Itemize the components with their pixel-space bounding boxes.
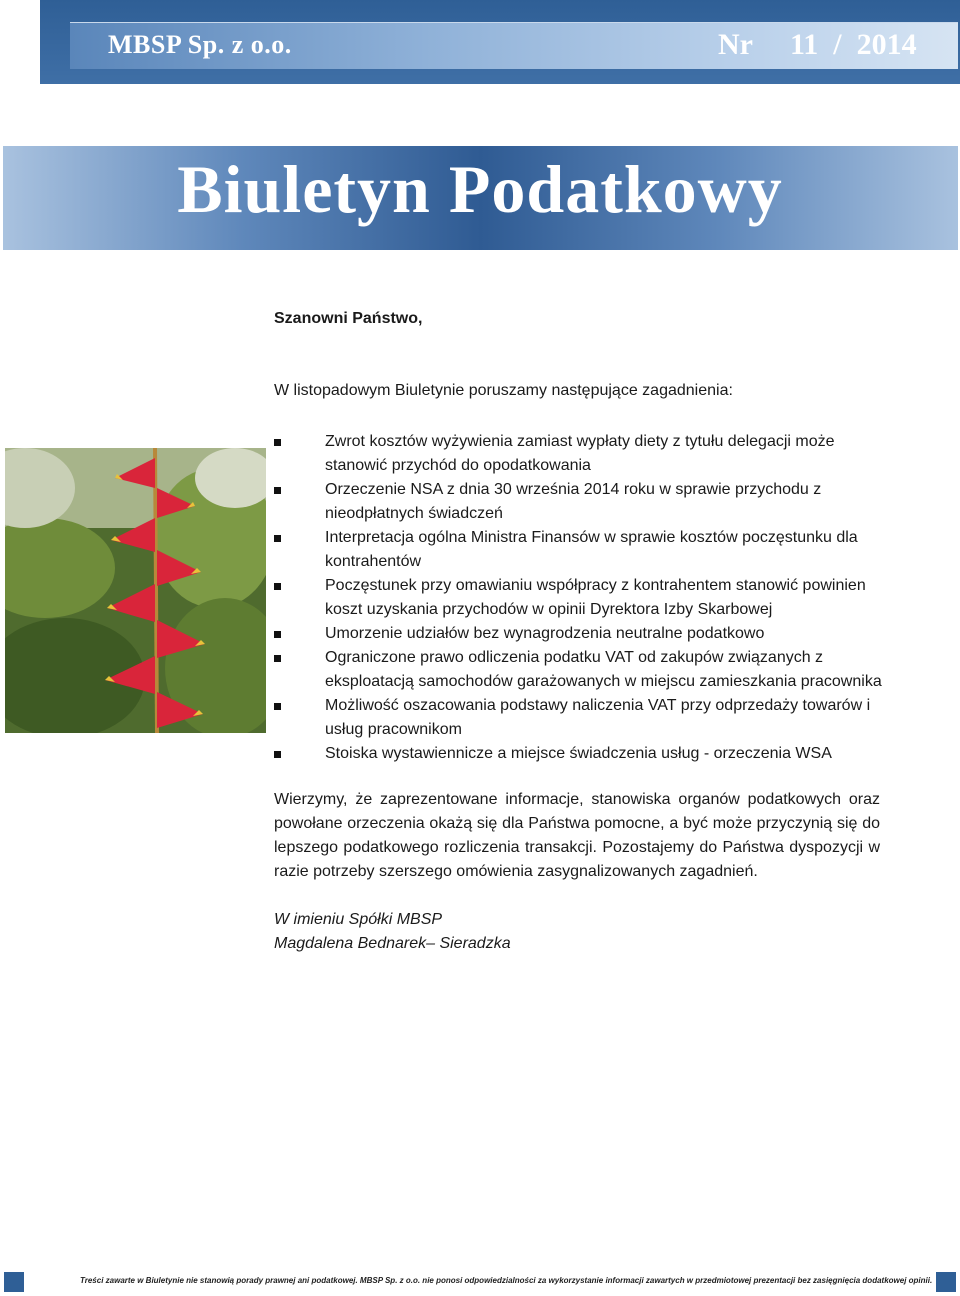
list-item: Interpretacja ogólna Ministra Finansów w sprawie kosztów poczęstunku dla kontrahentów xyxy=(274,526,884,574)
square-bullet-icon xyxy=(274,655,281,662)
intro-text: W listopadowym Biuletynie poruszamy następujące zagadnienia: xyxy=(274,382,733,399)
signature xyxy=(274,908,511,956)
square-bullet-icon xyxy=(274,751,281,758)
list-item: Poczęstunek przy omawianiu współpracy z kontrahentem stanowić powinien koszt uzyskania przychodów w opinii Dyrektora Izby Skarbowej xyxy=(274,574,884,622)
square-bullet-icon xyxy=(274,487,281,494)
page-title: Biuletyn Podatkowy xyxy=(177,151,783,227)
square-bullet-icon xyxy=(274,535,281,542)
greeting: Szanowni Państwo, xyxy=(274,310,423,327)
list-item: Ograniczone prawo odliczenia podatku VAT od zakupów związanych z eksploatacją samochodów garażowanych w miejscu zamieszkania pracownika xyxy=(274,646,884,694)
list-item: Orzeczenie NSA z dnia 30 września 2014 roku w sprawie przychodu z nieodpłatnych świadczeń xyxy=(274,478,884,526)
footer-disclaimer: Treści zawarte w Biuletynie nie stanowią porady prawnej ani podatkowej. MBSP Sp. z o.o. nie ponosi odpowiedzialności za wykorzystanie informacji zawartych w przedmiotowej prezentacji bez zasięgnięcia dodatkowej opinii. xyxy=(80,1276,933,1285)
list-item: Zwrot kosztów wyżywienia zamiast wypłaty diety z tytułu delegacji może stanowić przychód do opodatkowania xyxy=(274,430,884,478)
list-item: Możliwość oszacowania podstawy naliczenia VAT przy odprzedaży towarów i usług pracownikom xyxy=(274,694,884,742)
issue-number: Nr 11 / 2014 xyxy=(718,28,917,61)
square-bullet-icon xyxy=(274,631,281,638)
signature-company: W imieniu Spółki MBSP xyxy=(274,911,443,928)
square-bullet-icon xyxy=(274,583,281,590)
square-bullet-icon xyxy=(274,703,281,710)
footer-square-right xyxy=(936,1272,956,1292)
company-name: MBSP Sp. z o.o. xyxy=(108,30,292,59)
signature-name: Magdalena Bednarek– Sieradzka xyxy=(274,935,511,952)
flower-illustration xyxy=(5,448,266,733)
square-bullet-icon xyxy=(274,439,281,446)
list-item: Umorzenie udziałów bez wynagrodzenia neutralne podatkowo xyxy=(274,622,884,646)
closing-paragraph: Wierzymy, że zaprezentowane informacje, stanowiska organów podatkowych oraz powołane orzeczenia okażą się dla Państwa pomocne, a być może przyczynią się do lepszego podatkowego rozliczenia transakcji. Pozostajemy do Państwa dyspozycji w razie potrzeby szerszego omówienia zasygnalizowanych zagadnień. xyxy=(274,791,880,880)
footer-square-left xyxy=(4,1272,24,1292)
list-item: Stoiska wystawiennicze a miejsce świadczenia usług - orzeczenia WSA xyxy=(274,742,884,766)
heliconia-flower-photo xyxy=(5,448,266,733)
topics-list xyxy=(274,430,884,766)
